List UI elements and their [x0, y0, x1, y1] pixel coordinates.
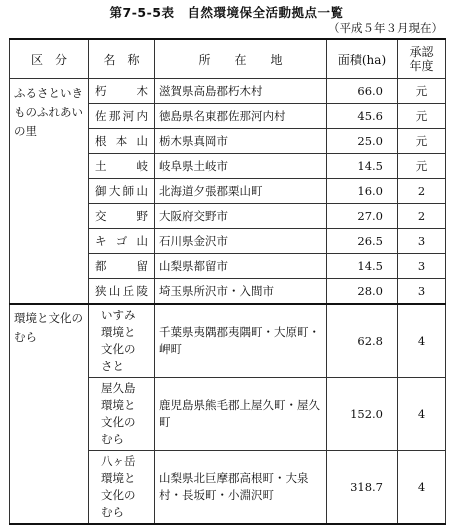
name-cell: 根本山: [89, 129, 155, 154]
header-year-text: 承認 年度: [409, 45, 434, 73]
area-cell: 27.0: [327, 204, 398, 229]
location-cell: 岐阜県土岐市: [155, 154, 327, 179]
location-cell: 徳島県名東郡佐那河内村: [155, 104, 327, 129]
area-cell: 14.5: [327, 154, 398, 179]
year-cell: 3: [398, 254, 446, 279]
year-cell: 4: [398, 378, 446, 451]
year-cell: 4: [398, 451, 446, 525]
header-year: [398, 39, 446, 79]
name-cell: 土 岐: [89, 154, 155, 179]
area-cell: 28.0: [327, 279, 398, 305]
name-cell: 屋久島環境と文化のむら: [89, 378, 155, 451]
area-cell: 26.5: [327, 229, 398, 254]
table-row: [10, 304, 446, 378]
location-cell: 山梨県北巨摩郡高根町・大泉村・長坂町・小淵沢町: [155, 451, 327, 525]
name-cell: 八ヶ岳環境と文化のむら: [89, 451, 155, 525]
location-cell: 鹿児島県熊毛郡上屋久町・屋久町: [155, 378, 327, 451]
name-cell: 狭山丘陵: [89, 279, 155, 305]
location-cell: 山梨県都留市: [155, 254, 327, 279]
year-cell: 元: [398, 154, 446, 179]
name-cell: 佐那河内: [89, 104, 155, 129]
location-cell: 埼玉県所沢市・入間市: [155, 279, 327, 305]
location-cell: 千葉県夷隅郡夷隅町・大原町・岬町: [155, 304, 327, 378]
area-cell: 66.0: [327, 79, 398, 104]
location-cell: 栃木県真岡市: [155, 129, 327, 154]
name-cell: いすみ環境と文化のさと: [89, 304, 155, 378]
header-area: 面積(ha): [327, 39, 398, 79]
year-cell: 2: [398, 179, 446, 204]
year-cell: 元: [398, 104, 446, 129]
name-cell: 都 留: [89, 254, 155, 279]
location-cell: 石川県金沢市: [155, 229, 327, 254]
area-cell: 62.8: [327, 304, 398, 378]
header-location: 所 在 地: [155, 39, 327, 79]
header-category: 区 分: [10, 39, 89, 79]
location-cell: 北海道夕張郡栗山町: [155, 179, 327, 204]
category-cell: 環境と文化のむら: [10, 304, 89, 524]
table-title: 第7-5-5表 自然環境保全活動拠点一覧: [109, 5, 344, 20]
year-cell: 3: [398, 229, 446, 254]
location-cell: 滋賀県高島郡朽木村: [155, 79, 327, 104]
area-cell: 16.0: [327, 179, 398, 204]
year-cell: 2: [398, 204, 446, 229]
name-cell: 御大師山: [89, 179, 155, 204]
area-cell: 45.6: [327, 104, 398, 129]
name-cell: 朽 木: [89, 79, 155, 104]
as-of-note: （平成５年３月現在）: [328, 21, 443, 35]
header-name: 名 称: [89, 39, 155, 79]
year-cell: 元: [398, 129, 446, 154]
year-cell: 元: [398, 79, 446, 104]
year-cell: 4: [398, 304, 446, 378]
area-cell: 318.7: [327, 451, 398, 525]
name-cell: 交 野: [89, 204, 155, 229]
area-cell: 14.5: [327, 254, 398, 279]
year-cell: 3: [398, 279, 446, 305]
category-cell: ふるさといきものふれあいの里: [10, 79, 89, 305]
area-cell: 152.0: [327, 378, 398, 451]
location-cell: 大阪府交野市: [155, 204, 327, 229]
activity-base-table: [9, 38, 446, 525]
area-cell: 25.0: [327, 129, 398, 154]
table-row: [10, 79, 446, 104]
name-cell: キゴ山: [89, 229, 155, 254]
